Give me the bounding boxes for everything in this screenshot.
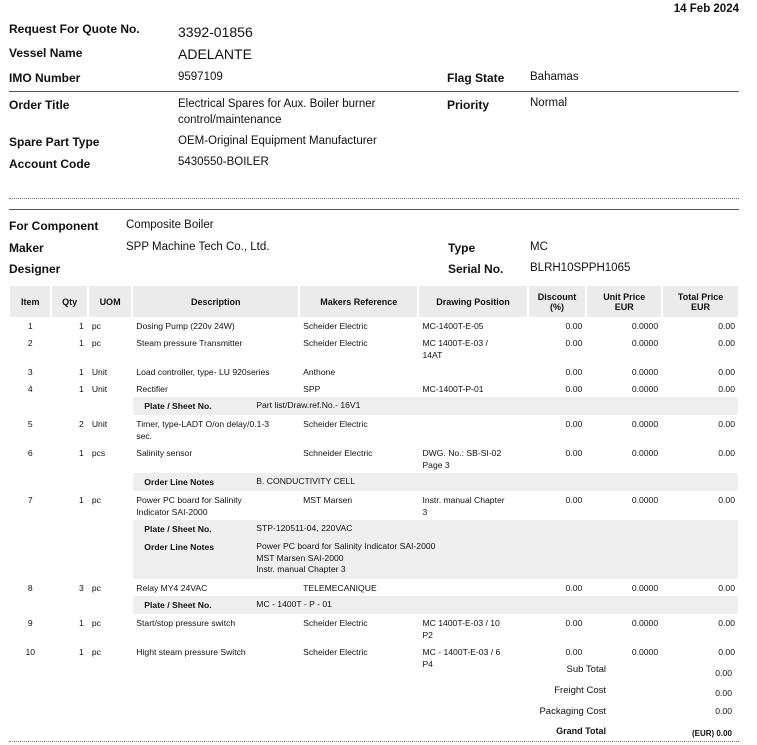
item-discount (529, 363, 586, 380)
item-makers-reference (300, 380, 417, 397)
col-drawing-position: Drawing Position (419, 286, 526, 317)
component-divider (9, 209, 739, 210)
item-unit-price-line: 0.0000 (631, 367, 659, 377)
imo-label: IMO Number (9, 71, 81, 85)
item-number-line: 5 (27, 419, 33, 429)
item-unit-price-line: 0.0000 (631, 338, 659, 348)
table-row (10, 614, 738, 643)
item-number (10, 491, 50, 520)
col-uom: UOM (89, 286, 131, 317)
order-title-line2: control/maintenance (178, 114, 282, 126)
item-qty-line: 1 (79, 367, 84, 377)
item-qty (52, 363, 86, 380)
subrow-value (248, 397, 360, 415)
item-unit-price-line: 0.0000 (631, 646, 659, 657)
item-description (133, 317, 298, 334)
priority-value: Normal (530, 97, 568, 109)
subrow-label: Plate / Sheet No. (144, 524, 212, 534)
subrow-value (248, 538, 435, 579)
item-discount-line: 0.00 (565, 321, 583, 331)
item-number (10, 380, 50, 397)
sub-total-value: 0.00 (715, 668, 732, 678)
item-discount (529, 491, 586, 520)
item-description-line: Power PC board for Salinity (136, 495, 242, 505)
subrow-box (133, 520, 738, 538)
item-uom-line: pc (91, 646, 101, 657)
item-description-line: Rectifier (136, 384, 168, 394)
rfq-label: Request For Quote No. (9, 22, 140, 36)
item-number (10, 643, 50, 672)
item-makers-reference-line: Scheider Electric (303, 338, 368, 348)
item-makers-reference-line: SPP (303, 384, 321, 394)
item-discount-line: 0.00 (565, 495, 583, 505)
packaging-cost-label: Packaging Cost (539, 706, 606, 717)
item-number-line: 3 (27, 367, 33, 377)
item-description (133, 415, 298, 444)
item-makers-reference (300, 643, 417, 672)
item-discount-line: 0.00 (565, 582, 583, 593)
item-drawing-position (419, 614, 526, 643)
freight-cost-value: 0.00 (715, 688, 732, 698)
item-description-line: Hight steam pressure Switch (136, 646, 246, 657)
subrow-spacer (10, 520, 131, 538)
subrow-value (248, 596, 332, 614)
item-uom-line: pc (91, 582, 101, 593)
item-unit-price-line: 0.0000 (631, 384, 659, 394)
item-discount (529, 380, 586, 397)
item-drawing-position-line: P2 (422, 629, 433, 640)
table-subrow (10, 520, 738, 538)
vessel-value: ADELANTE (178, 46, 252, 62)
item-uom (89, 444, 131, 473)
item-discount-line: 0.00 (565, 338, 583, 348)
item-discount-line: 0.00 (565, 617, 583, 628)
col-total-price (663, 286, 738, 317)
item-description-line: Steam pressure Transmitter (136, 338, 243, 348)
item-total-price-line: 0.00 (718, 646, 735, 657)
col-total-price-line2: EUR (691, 301, 711, 312)
item-description (133, 643, 298, 672)
item-drawing-position (419, 444, 526, 473)
component-value: Composite Boiler (126, 219, 214, 231)
designer-label: Designer (9, 262, 61, 276)
item-description-line: Indicator SAI-2000 (136, 507, 208, 517)
item-makers-reference (300, 491, 417, 520)
item-unit-price (587, 317, 661, 334)
col-unit-price-line2: EUR (614, 301, 634, 312)
item-qty (52, 415, 86, 444)
item-qty-line: 1 (79, 448, 84, 458)
item-total-price (663, 415, 738, 444)
item-drawing-position-line: 14AT (422, 350, 443, 360)
item-qty (52, 491, 86, 520)
footer-dotted-line (9, 741, 739, 742)
subrow-value (248, 520, 352, 538)
item-unit-price (587, 579, 661, 596)
grand-total-label: Grand Total (556, 726, 606, 736)
subrow-spacer (10, 473, 131, 491)
table-row (10, 491, 738, 520)
item-uom-line: pc (91, 321, 101, 331)
priority-label: Priority (447, 98, 490, 112)
order-title-line1: Electrical Spares for Aux. Boiler burner (178, 98, 376, 110)
item-qty (52, 317, 86, 334)
item-number-line: 10 (25, 646, 35, 657)
subrow-value-line: STP-120511-04, 220VAC (256, 523, 353, 533)
item-discount (529, 415, 586, 444)
items-table (8, 286, 740, 672)
serial-label: Serial No. (448, 262, 504, 276)
imo-value: 9597109 (178, 71, 223, 83)
item-unit-price (587, 334, 661, 363)
table-row (10, 334, 738, 363)
account-code-label: Account Code (9, 157, 91, 171)
table-subrow (10, 538, 738, 579)
item-number (10, 444, 50, 473)
item-qty-line: 3 (79, 582, 84, 593)
item-unit-price (587, 380, 661, 397)
table-row (10, 363, 738, 380)
item-unit-price-line: 0.0000 (631, 617, 659, 628)
item-uom (89, 491, 131, 520)
item-uom-line: pcs (91, 448, 106, 458)
item-description-line: Relay MY4 24VAC (136, 582, 208, 593)
item-uom-line: pc (91, 495, 101, 505)
maker-label: Maker (9, 241, 44, 255)
item-unit-price (587, 363, 661, 380)
item-number-line: 9 (27, 617, 33, 628)
item-uom (89, 334, 131, 363)
item-description (133, 444, 298, 473)
table-header-row (10, 286, 738, 317)
maker-value: SPP Machine Tech Co., Ltd. (126, 241, 270, 253)
subrow-value-line: MST Marsen SAI-2000 (256, 552, 344, 563)
subrow-spacer (10, 596, 131, 614)
item-discount-line: 0.00 (565, 448, 583, 458)
header-divider (9, 91, 739, 92)
rfq-value: 3392-01856 (178, 24, 253, 40)
item-unit-price-line: 0.0000 (631, 582, 659, 593)
item-uom-line: pc (91, 617, 101, 628)
item-uom-line: pc (91, 338, 101, 348)
item-total-price (663, 491, 738, 520)
item-description (133, 614, 298, 643)
col-discount-line1: Discount (537, 291, 577, 302)
item-total-price-line: 0.00 (718, 419, 735, 429)
item-qty (52, 334, 86, 363)
item-uom (89, 579, 131, 596)
subrow-box (133, 397, 738, 415)
item-number-line: 7 (27, 495, 33, 505)
item-drawing-position (419, 579, 526, 596)
item-uom (89, 317, 131, 334)
item-makers-reference (300, 614, 417, 643)
item-total-price (663, 444, 738, 473)
item-number-line: 1 (27, 321, 33, 331)
item-discount (529, 579, 586, 596)
item-uom-line: Unit (91, 419, 108, 429)
account-code-value: 5430550-BOILER (178, 156, 269, 168)
item-drawing-position-line: MC 1400T-E-03 / (422, 338, 488, 348)
item-description (133, 380, 298, 397)
item-total-price (663, 363, 738, 380)
subrow-value-line: MC - 1400T - P - 01 (256, 598, 332, 609)
subrow-label: Order Line Notes (144, 477, 215, 487)
item-total-price (663, 380, 738, 397)
item-makers-reference (300, 579, 417, 596)
item-unit-price (587, 491, 661, 520)
item-drawing-position-line: MC-1400T-E-05 (422, 321, 484, 331)
item-drawing-position (419, 491, 526, 520)
item-total-price (663, 614, 738, 643)
item-number (10, 614, 50, 643)
subrow-label: Plate / Sheet No. (144, 401, 212, 411)
item-discount (529, 317, 586, 334)
item-number (10, 579, 50, 596)
item-unit-price (587, 444, 661, 473)
item-makers-reference-line: Schneider Electric (303, 448, 373, 458)
item-drawing-position-line: MC-1400T-P-01 (422, 384, 484, 394)
item-makers-reference-line: Scheider Electric (303, 646, 368, 657)
item-qty-line: 1 (79, 384, 84, 394)
item-makers-reference (300, 444, 417, 473)
col-description: Description (133, 286, 298, 317)
table-subrow (10, 596, 738, 614)
subrow-value-line: Power PC board for Salinity Indicator SAI-2000 (256, 541, 436, 551)
item-total-price (663, 334, 738, 363)
item-unit-price-line: 0.0000 (631, 419, 659, 429)
col-qty: Qty (52, 286, 86, 317)
item-description-line: Salinity sensor (136, 448, 193, 458)
col-makers-reference: Makers Reference (300, 286, 417, 317)
flag-state-value: Bahamas (530, 71, 579, 83)
subrow-spacer (10, 538, 131, 579)
item-uom (89, 380, 131, 397)
item-total-price-line: 0.00 (718, 617, 735, 628)
subrow-label: Order Line Notes (144, 542, 215, 552)
item-description (133, 491, 298, 520)
item-unit-price-line: 0.0000 (631, 448, 659, 458)
item-number (10, 334, 50, 363)
item-drawing-position-line: MC - 1400T-E-03 / 6 (422, 646, 501, 657)
item-uom (89, 415, 131, 444)
item-makers-reference-line: TELEMECANIQUE (303, 582, 377, 593)
item-total-price-line: 0.00 (718, 367, 735, 377)
item-unit-price (587, 614, 661, 643)
item-description-line: Timer, type-LADT O/on delay/0.1-3 (136, 419, 270, 429)
item-description (133, 334, 298, 363)
table-row (10, 643, 738, 672)
table-subrow (10, 473, 738, 491)
item-drawing-position (419, 334, 526, 363)
col-item: Item (10, 286, 50, 317)
col-discount (529, 286, 586, 317)
item-unit-price (587, 415, 661, 444)
subrow-spacer (10, 397, 131, 415)
item-unit-price-line: 0.0000 (631, 321, 659, 331)
items-body (10, 317, 738, 672)
spare-type-label: Spare Part Type (9, 135, 100, 149)
item-drawing-position-line: DWG. No.: SB-SI-02 (422, 448, 502, 458)
item-drawing-position-line: 3 (422, 507, 428, 517)
item-drawing-position-line: MC 1400T-E-03 / 10 (422, 617, 500, 628)
item-description-line: Start/stop pressure switch (136, 617, 236, 628)
item-number-line: 4 (27, 384, 33, 394)
item-drawing-position-line: Page 3 (422, 460, 450, 470)
subrow-box (133, 473, 738, 491)
item-description-line: Dosing Pump (220v 24W) (136, 321, 235, 331)
table-subrow (10, 397, 738, 415)
item-total-price-line: 0.00 (718, 321, 735, 331)
packaging-cost-value: 0.00 (715, 706, 732, 716)
item-total-price-line: 0.00 (718, 448, 735, 458)
item-qty (52, 380, 86, 397)
item-drawing-position (419, 363, 526, 380)
item-makers-reference (300, 415, 417, 444)
item-description-line: sec. (136, 431, 153, 441)
item-qty (52, 579, 86, 596)
item-qty (52, 643, 86, 672)
item-drawing-position (419, 380, 526, 397)
item-makers-reference-line: Scheider Electric (303, 419, 368, 429)
item-number-line: 2 (27, 338, 33, 348)
dotted-separator (9, 198, 739, 199)
subrow-label: Plate / Sheet No. (144, 599, 212, 610)
item-number-line: 8 (27, 582, 33, 593)
item-number (10, 363, 50, 380)
item-uom (89, 363, 131, 380)
item-qty-line: 1 (79, 617, 84, 628)
item-total-price-line: 0.00 (718, 582, 735, 593)
item-total-price-line: 0.00 (718, 384, 735, 394)
item-makers-reference-line: Scheider Electric (303, 321, 368, 331)
type-value: MC (530, 241, 548, 253)
spare-type-value: OEM-Original Equipment Manufacturer (178, 135, 377, 147)
subrow-value-line: B. CONDUCTIVITY CELL (256, 476, 355, 486)
serial-value: BLRH10SPPH1065 (530, 262, 631, 274)
item-description (133, 363, 298, 380)
item-discount-line: 0.00 (565, 384, 583, 394)
item-discount (529, 334, 586, 363)
col-unit-price-line1: Unit Price (603, 291, 646, 302)
item-number (10, 317, 50, 334)
item-number-line: 6 (27, 448, 33, 458)
item-discount-line: 0.00 (565, 367, 583, 377)
item-discount (529, 444, 586, 473)
item-qty-line: 2 (79, 419, 84, 429)
subrow-box (133, 596, 738, 614)
item-discount (529, 614, 586, 643)
type-label: Type (448, 241, 476, 255)
table-row (10, 415, 738, 444)
item-total-price-line: 0.00 (718, 338, 735, 348)
item-uom-line: Unit (91, 384, 108, 394)
vessel-label: Vessel Name (9, 46, 83, 60)
item-makers-reference (300, 317, 417, 334)
freight-cost-label: Freight Cost (554, 685, 606, 696)
item-qty-line: 1 (79, 646, 84, 657)
document-date: 14 Feb 2024 (673, 3, 739, 15)
component-label: For Component (9, 219, 99, 233)
item-description (133, 579, 298, 596)
subrow-box (133, 538, 738, 579)
sub-total-label: Sub Total (566, 664, 606, 675)
item-total-price (663, 579, 738, 596)
item-total-price-line: 0.00 (718, 495, 735, 505)
table-row (10, 444, 738, 473)
item-makers-reference-line: Anthone (303, 367, 336, 377)
item-uom (89, 643, 131, 672)
item-drawing-position-line: Instr. manual Chapter (422, 495, 505, 505)
item-makers-reference (300, 334, 417, 363)
col-discount-line2: (%) (549, 301, 564, 312)
item-qty (52, 444, 86, 473)
item-drawing-position (419, 317, 526, 334)
item-number (10, 415, 50, 444)
table-row (10, 380, 738, 397)
item-makers-reference (300, 363, 417, 380)
subrow-value-line: Instr. manual Chapter 3 (256, 564, 346, 574)
item-qty-line: 1 (79, 495, 84, 505)
item-discount-line: 0.00 (565, 646, 583, 657)
item-drawing-position-line: P4 (422, 658, 433, 669)
item-makers-reference-line: MST Marsen (303, 495, 353, 505)
item-makers-reference-line: Scheider Electric (303, 617, 368, 628)
table-row (10, 317, 738, 334)
item-description-line: Load controller, type- LU 920series (136, 367, 270, 377)
item-discount-line: 0.00 (565, 419, 583, 429)
grand-total-value: (EUR) 0.00 (691, 729, 732, 738)
item-qty-line: 1 (79, 338, 84, 348)
flag-state-label: Flag State (447, 71, 505, 85)
item-uom-line: Unit (91, 367, 108, 377)
item-unit-price-line: 0.0000 (631, 495, 659, 505)
item-uom (89, 614, 131, 643)
item-drawing-position (419, 415, 526, 444)
subrow-value-line: Part list/Draw.ref.No.- 16V1 (256, 400, 361, 410)
subrow-value (248, 473, 355, 491)
table-row (10, 579, 738, 596)
item-qty (52, 614, 86, 643)
order-title-label: Order Title (9, 98, 70, 112)
col-total-price-line1: Total Price (677, 291, 724, 302)
item-qty-line: 1 (79, 321, 84, 331)
col-unit-price (587, 286, 661, 317)
item-total-price (663, 317, 738, 334)
